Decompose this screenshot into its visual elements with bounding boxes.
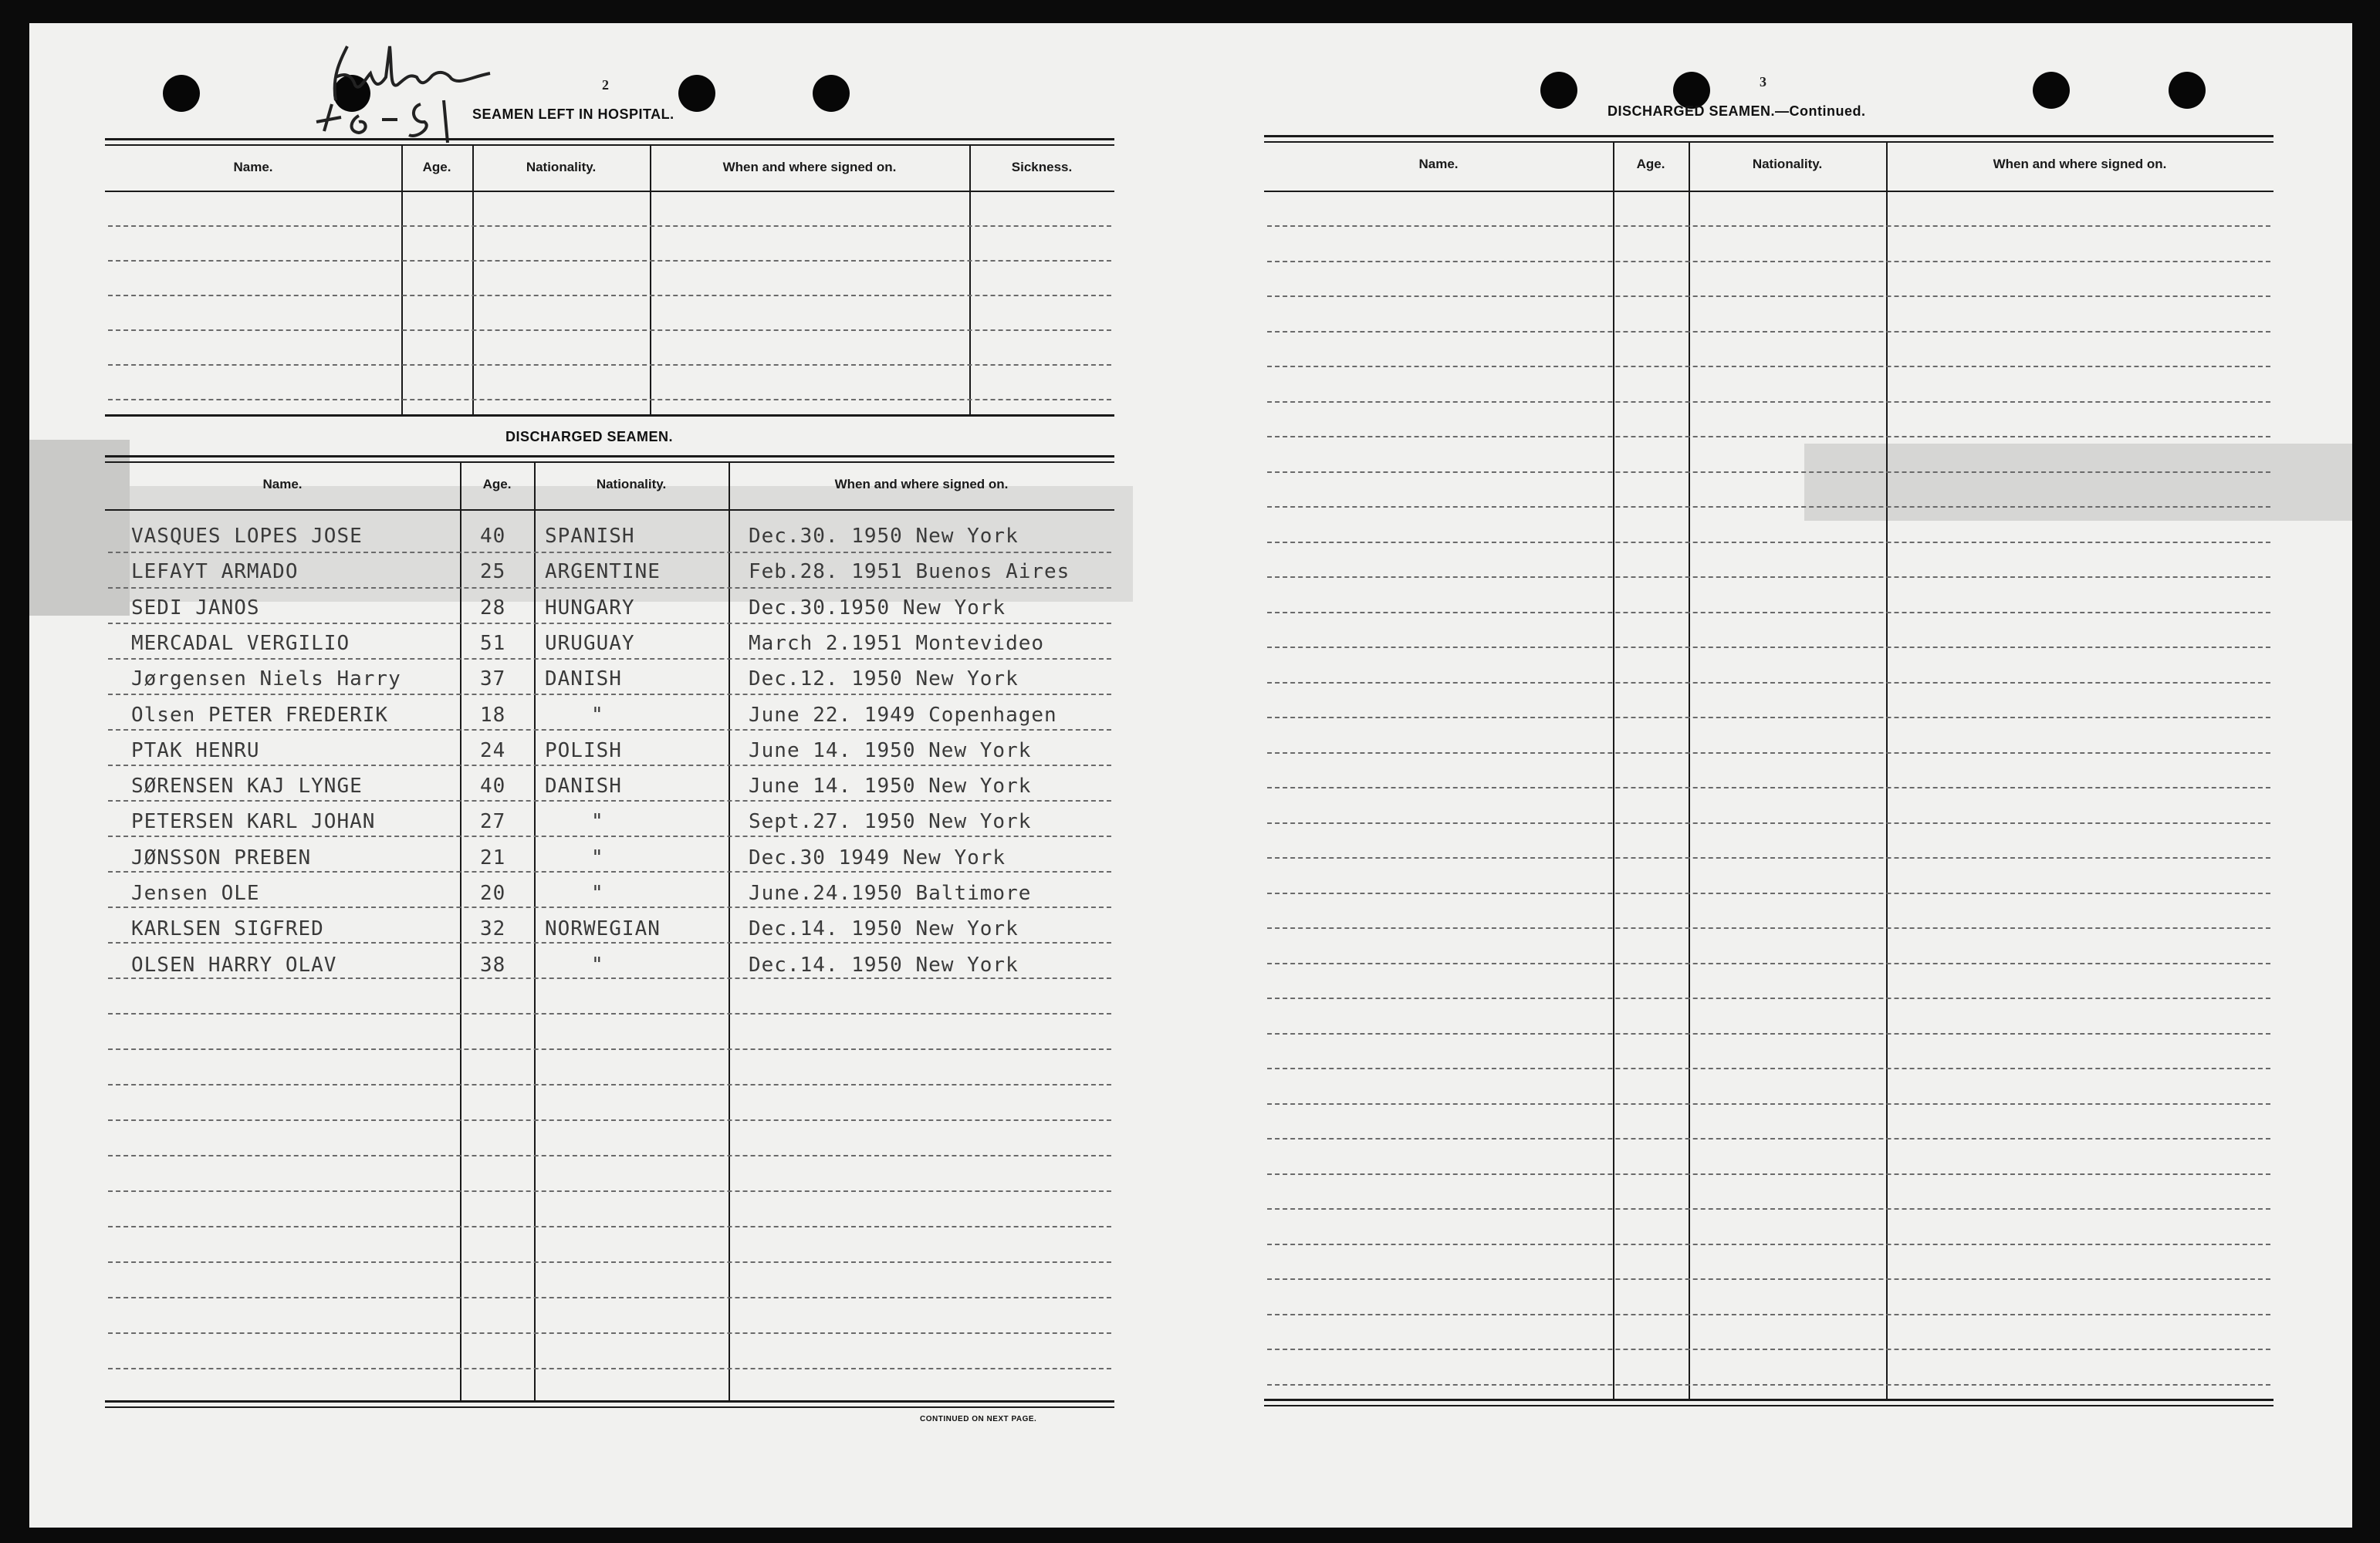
ruled-line — [108, 765, 1111, 766]
column-divider — [729, 463, 730, 1400]
ruled-line — [1267, 1033, 2270, 1035]
seaman-signed-on: Dec.12. 1950 New York — [749, 667, 1019, 691]
punch-hole — [2033, 72, 2070, 109]
rule — [1264, 1405, 2274, 1406]
ruled-line — [1267, 1208, 2270, 1210]
ruled-line — [1267, 717, 2270, 718]
seaman-signed-on: June.24.1950 Baltimore — [749, 882, 1032, 905]
ruled-line — [1267, 998, 2270, 999]
seaman-nationality: " — [591, 846, 604, 869]
ruled-line — [1267, 647, 2270, 648]
ruled-line — [108, 1119, 1111, 1121]
column-divider — [472, 146, 474, 414]
ruled-line — [1267, 963, 2270, 964]
seaman-age: 32 — [480, 917, 506, 941]
ruled-line — [108, 1261, 1111, 1263]
seaman-nationality: DANISH — [545, 667, 622, 691]
page-number-right: 3 — [1760, 74, 1766, 89]
rule — [105, 461, 1114, 463]
column-divider — [534, 463, 536, 1400]
ruled-line — [1267, 1068, 2270, 1069]
seaman-name: OLSEN HARRY OLAV — [131, 953, 337, 977]
hospital-header-nationality: Nationality. — [526, 160, 597, 174]
ruled-line — [108, 1155, 1111, 1156]
ruled-line — [1267, 893, 2270, 894]
seaman-signed-on: Feb.28. 1951 Buenos Aires — [749, 560, 1070, 584]
rule — [105, 509, 1114, 511]
seaman-signed-on: Dec.30. 1950 New York — [749, 525, 1019, 548]
ruled-line — [108, 658, 1111, 660]
right-header-signed-on: When and where signed on. — [1993, 157, 2167, 171]
seaman-age: 24 — [480, 738, 506, 762]
seaman-nationality: " — [591, 703, 604, 727]
ruled-line — [108, 1332, 1111, 1334]
seaman-age: 21 — [480, 846, 506, 869]
seaman-age: 38 — [480, 953, 506, 977]
ruled-line — [1267, 225, 2270, 227]
seaman-name: JØNSSON PREBEN — [131, 846, 312, 869]
seaman-signed-on: Dec.14. 1950 New York — [749, 917, 1019, 941]
rule — [105, 1400, 1114, 1403]
document-sheet — [29, 23, 2352, 1528]
ruled-line — [1267, 331, 2270, 333]
seaman-nationality: DANISH — [545, 775, 622, 799]
tape-strip-left — [29, 440, 130, 616]
ruled-line — [108, 907, 1111, 908]
column-divider — [460, 463, 461, 1400]
seaman-nationality: " — [591, 953, 604, 977]
seaman-age: 25 — [480, 560, 506, 584]
rule — [105, 414, 1114, 417]
seaman-age: 40 — [480, 525, 506, 548]
seaman-age: 20 — [480, 882, 506, 905]
ruled-line — [108, 694, 1111, 695]
seaman-age: 37 — [480, 667, 506, 691]
ruled-line — [108, 1226, 1111, 1227]
punch-hole — [813, 75, 850, 112]
ruled-line — [1267, 1138, 2270, 1140]
seaman-name: KARLSEN SIGFRED — [131, 917, 324, 941]
column-divider — [650, 146, 651, 414]
ruled-line — [1267, 612, 2270, 613]
right-header-name: Name. — [1418, 157, 1459, 171]
ruled-line — [1267, 1103, 2270, 1105]
ruled-line — [108, 836, 1111, 837]
rule — [105, 455, 1114, 457]
right-header-nationality: Nationality. — [1752, 157, 1823, 171]
seaman-name: PETERSEN KARL JOHAN — [131, 810, 376, 834]
punch-hole — [678, 75, 715, 112]
ruled-line — [108, 552, 1111, 553]
seaman-age: 40 — [480, 775, 506, 799]
rule — [105, 191, 1114, 192]
ruled-line — [108, 623, 1111, 624]
ruled-line — [108, 1084, 1111, 1086]
ruled-line — [108, 1368, 1111, 1369]
handwritten-signature — [293, 31, 525, 147]
seaman-signed-on: Sept.27. 1950 New York — [749, 810, 1032, 834]
seaman-signed-on: June 22. 1949 Copenhagen — [749, 703, 1057, 727]
ruled-line — [1267, 1278, 2270, 1280]
seaman-signed-on: March 2.1951 Montevideo — [749, 631, 1045, 655]
hospital-section-title: SEAMEN LEFT IN HOSPITAL. — [472, 106, 674, 122]
ruled-line — [1267, 261, 2270, 262]
right-header-age: Age. — [1636, 157, 1665, 171]
ruled-line — [1267, 401, 2270, 403]
rule — [1264, 1399, 2274, 1401]
ruled-line — [1267, 752, 2270, 754]
ruled-line — [108, 364, 1111, 366]
ruled-line — [108, 1048, 1111, 1050]
ruled-line — [108, 1013, 1111, 1015]
ruled-line — [1267, 506, 2270, 508]
discharged-header-nationality: Nationality. — [596, 477, 667, 491]
discharged-header-name: Name. — [262, 477, 303, 491]
seaman-nationality: POLISH — [545, 738, 622, 762]
seaman-age: 51 — [480, 631, 506, 655]
page-number-left: 2 — [602, 77, 609, 93]
ruled-line — [1267, 787, 2270, 788]
ruled-line — [108, 871, 1111, 873]
ruled-line — [1267, 1173, 2270, 1175]
seaman-age: 28 — [480, 596, 506, 620]
punch-hole — [1540, 72, 1577, 109]
seaman-signed-on: June 14. 1950 New York — [749, 775, 1032, 799]
seaman-signed-on: Dec.30.1950 New York — [749, 596, 1006, 620]
ruled-line — [1267, 682, 2270, 684]
punch-hole — [2169, 72, 2206, 109]
rule — [1264, 191, 2274, 192]
ruled-line — [1267, 857, 2270, 859]
ruled-line — [108, 1190, 1111, 1192]
column-divider — [401, 146, 403, 414]
seaman-name: SØRENSEN KAJ LYNGE — [131, 775, 363, 799]
ruled-line — [108, 942, 1111, 944]
ruled-line — [1267, 1349, 2270, 1350]
seaman-nationality: URUGUAY — [545, 631, 635, 655]
ruled-line — [108, 587, 1111, 589]
ruled-line — [108, 800, 1111, 802]
column-divider — [969, 146, 971, 414]
ruled-line — [108, 295, 1111, 296]
discharged-header-signed-on: When and where signed on. — [834, 477, 1009, 491]
seaman-name: MERCADAL VERGILIO — [131, 631, 350, 655]
seaman-signed-on: June 14. 1950 New York — [749, 738, 1032, 762]
seaman-nationality: HUNGARY — [545, 596, 635, 620]
seaman-name: Jensen OLE — [131, 882, 260, 905]
ruled-line — [108, 225, 1111, 227]
ruled-line — [1267, 1314, 2270, 1315]
ruled-line — [1267, 1244, 2270, 1245]
seaman-nationality: SPANISH — [545, 525, 635, 548]
ruled-line — [108, 399, 1111, 400]
seaman-age: 18 — [480, 703, 506, 727]
discharged-section-title: DISCHARGED SEAMEN. — [505, 429, 674, 444]
ruled-line — [108, 1297, 1111, 1298]
hospital-header-sickness: Sickness. — [1011, 160, 1073, 174]
ruled-line — [1267, 295, 2270, 297]
ruled-line — [1267, 471, 2270, 473]
seaman-nationality: NORWEGIAN — [545, 917, 661, 941]
rule — [105, 144, 1114, 146]
right-section-title: DISCHARGED SEAMEN.—Continued. — [1608, 103, 1866, 119]
rule — [105, 138, 1114, 140]
rule — [1264, 141, 2274, 143]
ruled-line — [108, 329, 1111, 331]
seaman-name: Olsen PETER FREDERIK — [131, 703, 389, 727]
seaman-name: PTAK HENRU — [131, 738, 260, 762]
seaman-signed-on: Dec.14. 1950 New York — [749, 953, 1019, 977]
ruled-line — [1267, 366, 2270, 367]
hospital-header-signed-on: When and where signed on. — [722, 160, 897, 174]
rule — [105, 1406, 1114, 1408]
seaman-signed-on: Dec.30 1949 New York — [749, 846, 1006, 869]
ruled-line — [1267, 542, 2270, 543]
seaman-nationality: " — [591, 810, 604, 834]
punch-hole — [163, 75, 200, 112]
seaman-name: SEDI JANOS — [131, 596, 260, 620]
ruled-line — [108, 977, 1111, 979]
seaman-name: Jørgensen Niels Harry — [131, 667, 401, 691]
hospital-header-name: Name. — [233, 160, 273, 174]
seaman-name: LEFAYT ARMADO — [131, 560, 299, 584]
seaman-name: VASQUES LOPES JOSE — [131, 525, 363, 548]
hospital-header-age: Age. — [422, 160, 451, 174]
ruled-line — [1267, 1384, 2270, 1386]
ruled-line — [108, 729, 1111, 731]
continued-note: CONTINUED ON NEXT PAGE. — [920, 1415, 1037, 1423]
ruled-line — [1267, 927, 2270, 929]
rule — [1264, 135, 2274, 137]
discharged-header-age: Age. — [482, 477, 512, 491]
ruled-line — [1267, 576, 2270, 578]
seaman-nationality: ARGENTINE — [545, 560, 661, 584]
ruled-line — [108, 260, 1111, 262]
seaman-age: 27 — [480, 810, 506, 834]
ruled-line — [1267, 436, 2270, 437]
ruled-line — [1267, 822, 2270, 824]
seaman-nationality: " — [591, 882, 604, 905]
